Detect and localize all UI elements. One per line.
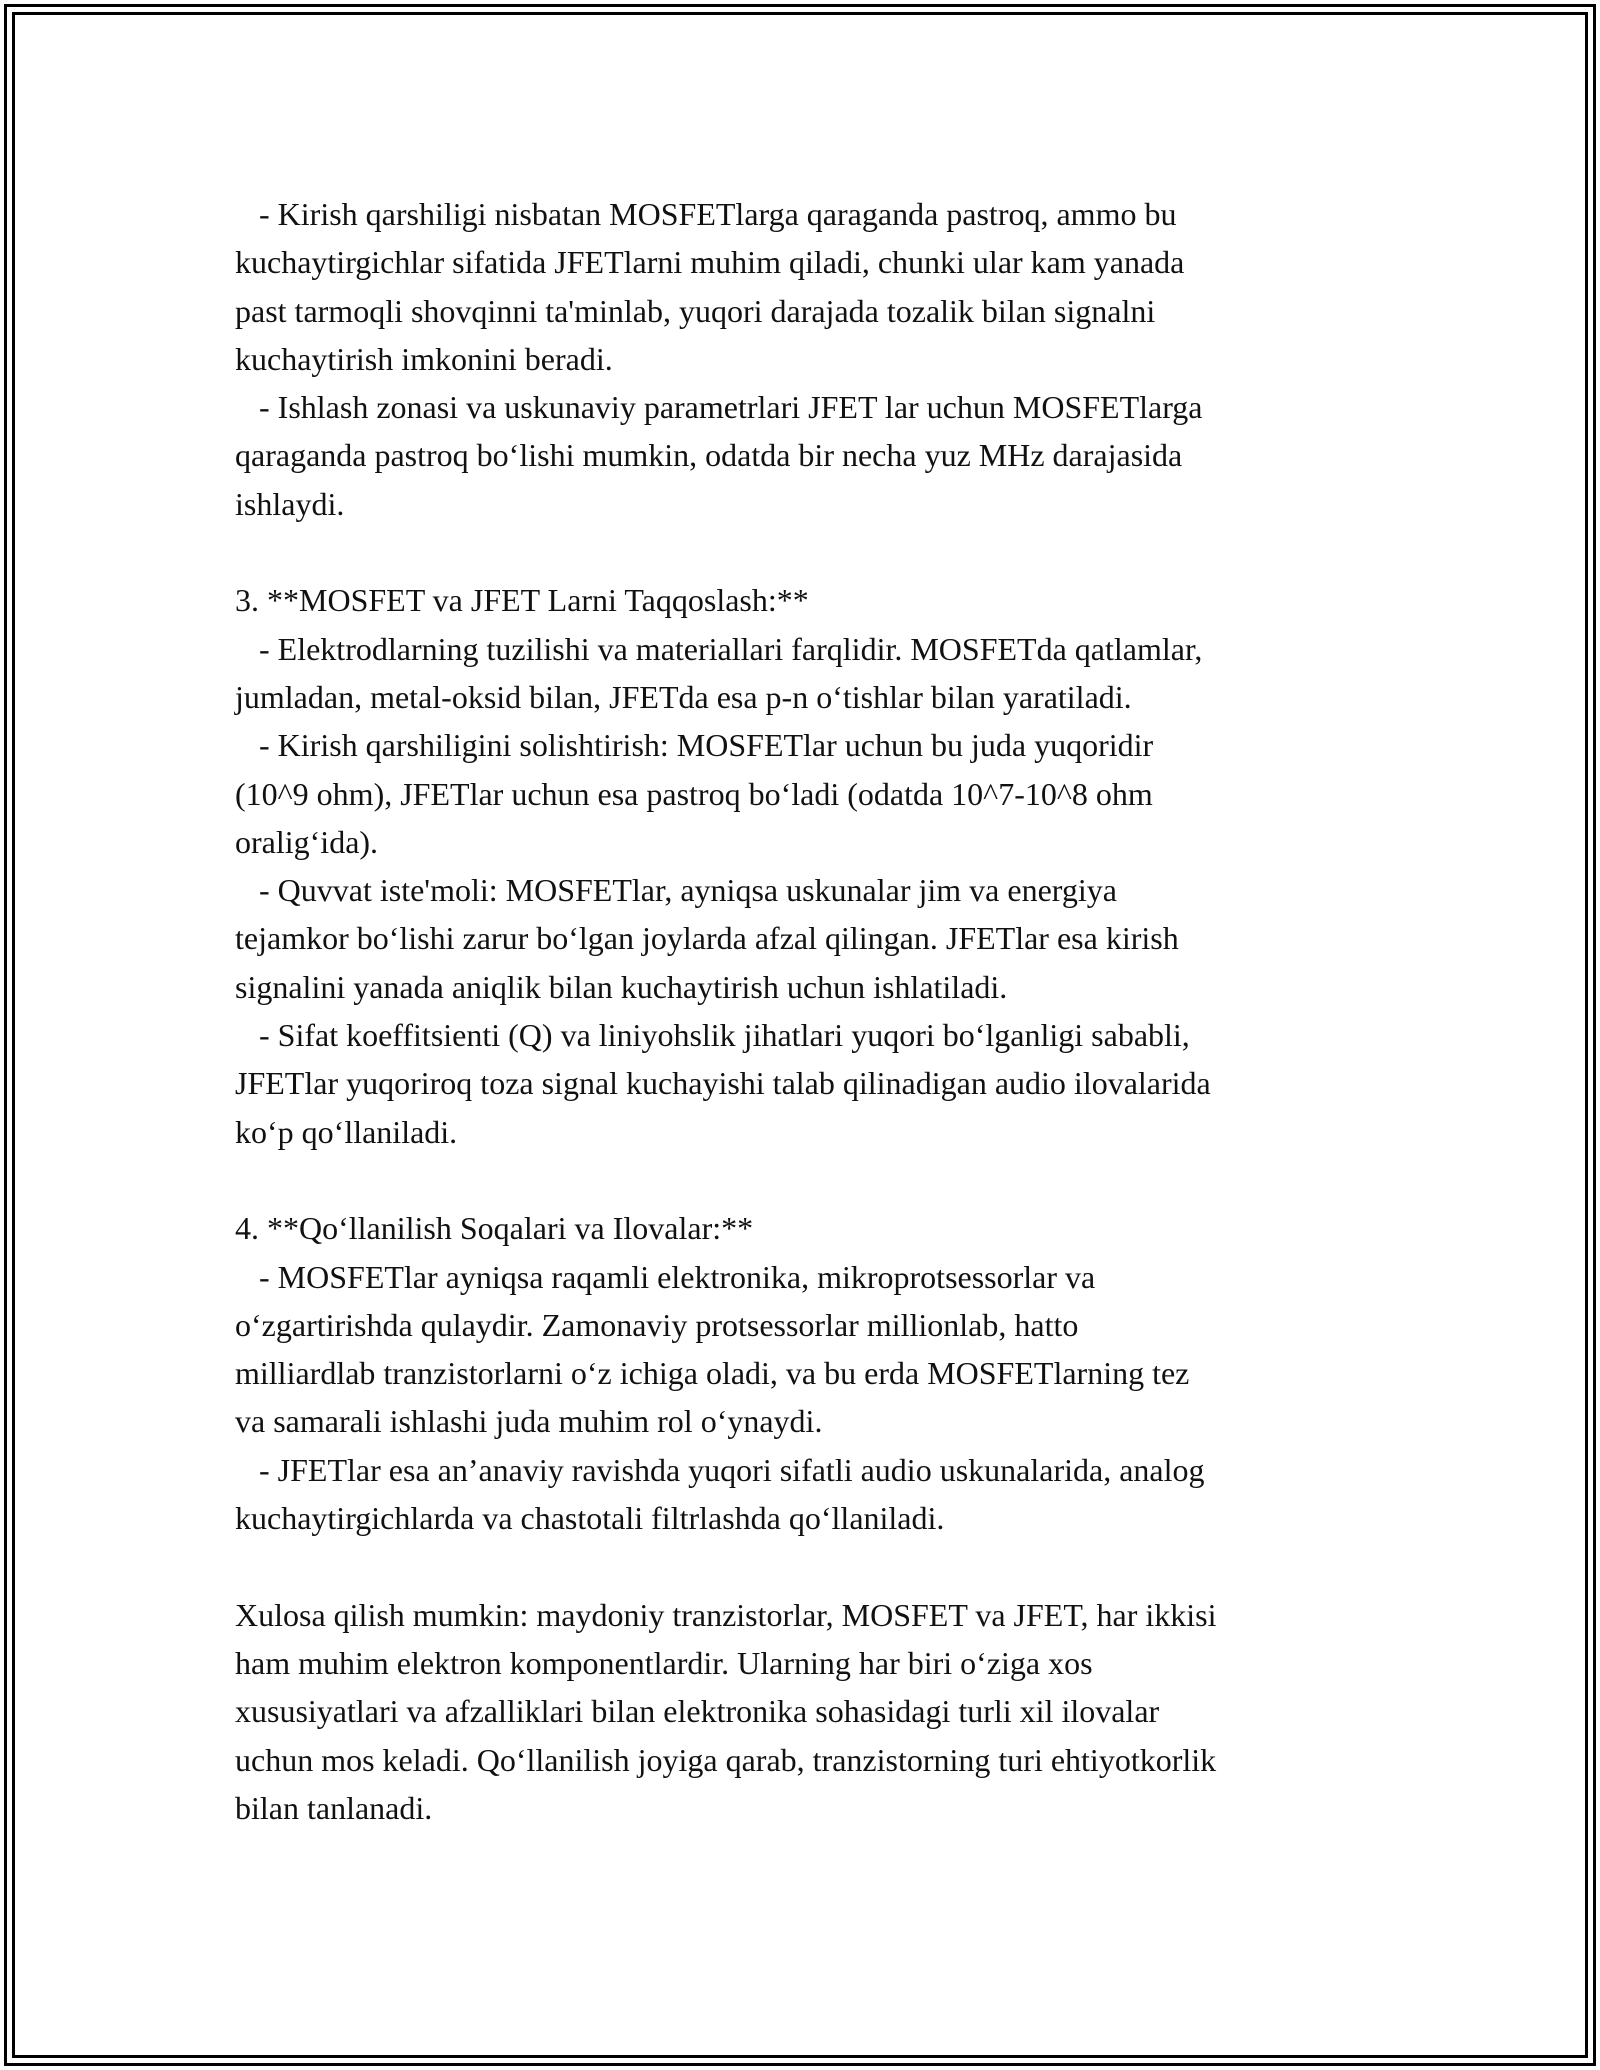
- text-line: uchun mos keladi. Qo‘llanilish joyiga qarab, tranzistorning turi ehtiyotkorlik: [235, 1741, 1217, 1778]
- text-line: - Ishlash zonasi va uskunaviy parametrlari JFET lar uchun MOSFETlarga: [235, 389, 1203, 426]
- text-line: 3. **MOSFET va JFET Larni Taqqoslash:**: [235, 582, 809, 619]
- text-line: va samarali ishlashi juda muhim rol o‘ynaydi.: [235, 1403, 823, 1440]
- text-line: - Kirish qarshiligini solishtirish: MOSFETlar uchun bu juda yuqoridir: [235, 727, 1154, 764]
- text-line: xususiyatlari va afzalliklari bilan elektronika sohasidagi turli xil ilovalar: [235, 1693, 1160, 1730]
- text-line: signalini yanada aniqlik bilan kuchaytirish uchun ishlatiladi.: [235, 968, 1008, 1005]
- text-line: kuchaytirgichlarda va chastotali filtrlashda qo‘llaniladi.: [235, 1500, 945, 1537]
- text-line: - Elektrodlarning tuzilishi va materiallari farqlidir. MOSFETda qatlamlar,: [235, 630, 1203, 667]
- text-line: (10^9 ohm), JFETlar uchun esa pastroq bo‘ladi (odatda 10^7-10^8 ohm: [235, 775, 1153, 812]
- text-line: - MOSFETlar ayniqsa raqamli elektronika, mikroprotsessorlar va: [235, 1258, 1096, 1295]
- text-line: tejamkor bo‘lishi zarur bo‘lgan joylarda afzal qilingan. JFETlar esa kirish: [235, 920, 1179, 957]
- text-line: kuchaytirish imkonini beradi.: [235, 340, 613, 377]
- text-line: - Quvvat iste'moli: MOSFETlar, ayniqsa uskunalar jim va energiya: [235, 872, 1117, 909]
- text-line: qaraganda pastroq bo‘lishi mumkin, odatda bir necha yuz MHz darajasida: [235, 437, 1183, 474]
- text-line: 4. **Qo‘llanilish Soqalari va Ilovalar:**: [235, 1210, 754, 1247]
- text-line: milliardlab tranzistorlarni o‘z ichiga oladi, va bu erda MOSFETlarning tez: [235, 1355, 1190, 1392]
- text-line: - Kirish qarshiligi nisbatan MOSFETlarga qaraganda pastroq, ammo bu: [235, 196, 1177, 232]
- text-line: past tarmoqli shovqinni ta'minlab, yuqori darajada tozalik bilan signalni: [235, 292, 1156, 329]
- blank-line: [235, 528, 1375, 576]
- text-line: ko‘p qo‘llaniladi.: [235, 1113, 458, 1150]
- text-line: bilan tanlanadi.: [235, 1789, 433, 1826]
- text-line: o‘zgartirishda qulaydir. Zamonaviy protsessorlar millionlab, hatto: [235, 1306, 1079, 1343]
- text-line: oralig‘ida).: [235, 823, 379, 860]
- text-line: kuchaytirgichlar sifatida JFETlarni muhim qiladi, chunki ular kam yanada: [235, 244, 1185, 281]
- text-line: ishlaydi.: [235, 485, 345, 522]
- text-line: ham muhim elektron komponentlardir. Ularning har biri o‘ziga xos: [235, 1644, 1093, 1681]
- text-line: Xulosa qilish mumkin: maydoniy tranzistorlar, MOSFET va JFET, har ikkisi: [235, 1596, 1217, 1633]
- blank-line: [235, 1156, 1375, 1204]
- text-line: jumladan, metal-oksid bilan, JFETda esa p-n o‘tishlar bilan yaratiladi.: [235, 678, 1132, 715]
- document-body: [235, 190, 1375, 1832]
- text-line: - JFETlar esa an’anaviy ravishda yuqori sifatli audio uskunalarida, analog: [235, 1451, 1205, 1488]
- blank-line: [235, 1542, 1375, 1590]
- text-line: JFETlar yuqoriroq toza signal kuchayishi talab qilinadigan audio ilovalarida: [235, 1065, 1211, 1102]
- text-line: - Sifat koeffitsienti (Q) va liniyohslik jihatlari yuqori bo‘lganligi sababli,: [235, 1017, 1190, 1054]
